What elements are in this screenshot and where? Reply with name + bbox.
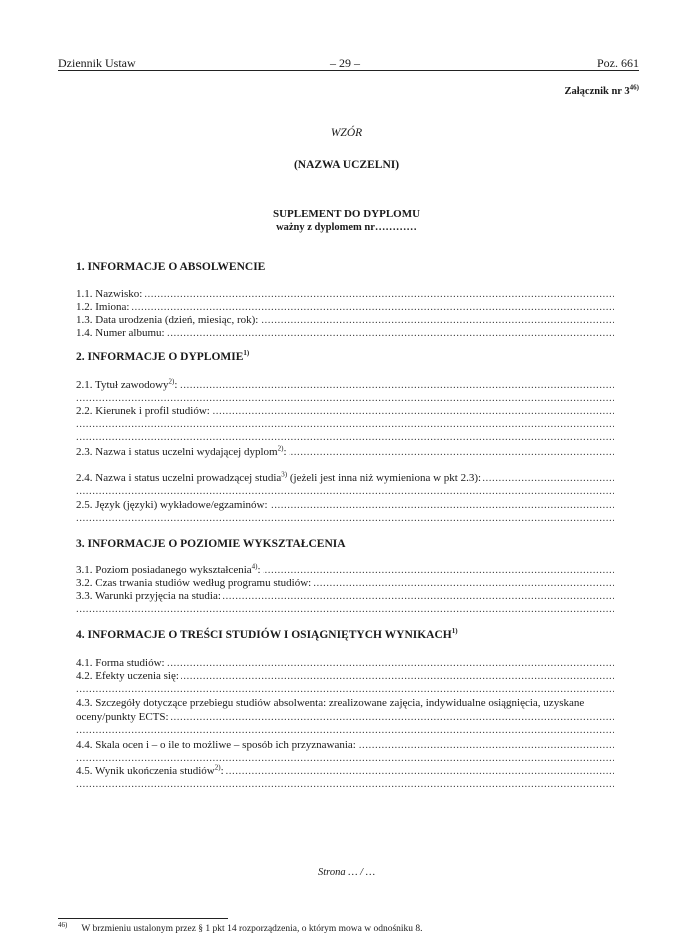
field-surname[interactable]: 1.1. Nazwisko: ..... (76, 287, 614, 301)
field-field-of-study-cont[interactable] (76, 417, 614, 431)
field-issuing-university[interactable]: 2.3. Nazwa i status uczelni wydającej dyplom$^{2)}$: ..... (76, 445, 614, 459)
header-page-number: – 29 – (330, 56, 360, 70)
header-rule (58, 70, 639, 71)
annex-label: Załącznik nr 3$^{46)}$ (564, 83, 639, 97)
field-grading-scale-cont[interactable] (76, 751, 614, 765)
field-final-result[interactable]: 4.5. Wynik ukończenia studiów$^{2)}$: ..... (76, 764, 614, 778)
field-education-level[interactable]: 3.1. Poziom posiadanego wykształcenia$^{4)}$: ..... (76, 563, 614, 577)
field-study-details[interactable]: oceny/punkty ECTS: ..... (76, 710, 614, 724)
field-final-result-cont[interactable] (76, 777, 614, 791)
field-conducting-university-cont[interactable] (76, 484, 614, 498)
field-conducting-university[interactable]: 2.4. Nazwa i status uczelni prowadzącej studia$^{3)}$ (jeżeli jest inna niż wymieniona w pkt 2.3): ..... (76, 471, 614, 485)
field-admission-conditions-cont[interactable] (76, 602, 614, 616)
field-field-of-study-cont2[interactable] (76, 430, 614, 444)
field-study-form[interactable]: 4.1. Forma studiów: ..... (76, 656, 614, 670)
field-album-number[interactable]: 1.4. Numer albumu: ..... (76, 326, 614, 340)
field-professional-title-cont[interactable] (76, 391, 614, 405)
valid-with-diploma: ważny z dyplomem nr………… (276, 222, 417, 233)
field-study-details-cont[interactable] (76, 723, 614, 737)
supplement-title: SUPLEMENT DO DYPLOMU (272, 208, 421, 220)
field-learning-outcomes-cont[interactable] (76, 682, 614, 696)
field-language[interactable]: 2.5. Język (języki) wykładowe/egzaminów: ..... (76, 498, 614, 512)
section-4-heading: 4. INFORMACJE O TREŚCI STUDIÓW I OSIĄGNIĘTYCH WYNIKACH$^{1)}$ (76, 627, 458, 641)
field-birth-date[interactable]: 1.3. Data urodzenia (dzień, miesiąc, rok): ..... (76, 313, 614, 327)
page-counter: Strona … / … (317, 867, 376, 878)
header-journal: Dziennik Ustaw (58, 56, 136, 70)
footnote-rule (58, 918, 228, 919)
header-position: Poz. 661 (597, 56, 639, 70)
field-grading-scale[interactable]: 4.4. Skala ocen i – o ile to możliwe – sposób ich przyznawania: ..... (76, 738, 614, 752)
section-2-heading: 2. INFORMACJE O DYPLOMIE$^{1)}$ (76, 349, 250, 363)
field-given-names[interactable]: 1.2. Imiona: ..... (76, 300, 614, 314)
field-study-duration[interactable]: 3.2. Czas trwania studiów według programu studiów: ..... (76, 576, 614, 590)
field-admission-conditions[interactable]: 3.3. Warunki przyjęcia na studia: ..... (76, 589, 614, 603)
field-learning-outcomes[interactable]: 4.2. Efekty uczenia się: ..... (76, 669, 614, 683)
university-name: (NAZWA UCZELNI) (293, 159, 400, 171)
field-study-details-label: 4.3. Szczegóły dotyczące przebiegu studiów absolwenta: zrealizowane zajęcia, indywidualne osiągnięcia, uzyskane (76, 697, 585, 709)
field-field-of-study[interactable]: 2.2. Kierunek i profil studiów: ..... (76, 404, 614, 418)
footnote: $^{46)}$ W brzmieniu ustalonym przez § 1 pkt 14 rozporządzenia, o którym mowa w odnośniku 8. (58, 920, 423, 934)
field-professional-title[interactable]: 2.1. Tytuł zawodowy$^{2)}$: ..... (76, 378, 614, 392)
wzor-title: WZÓR (330, 127, 363, 139)
section-3-heading: 3. INFORMACJE O POZIOMIE WYKSZTAŁCENIA (76, 538, 346, 550)
field-language-cont[interactable] (76, 511, 614, 525)
section-1-heading: 1. INFORMACJE O ABSOLWENCIE (76, 261, 266, 273)
